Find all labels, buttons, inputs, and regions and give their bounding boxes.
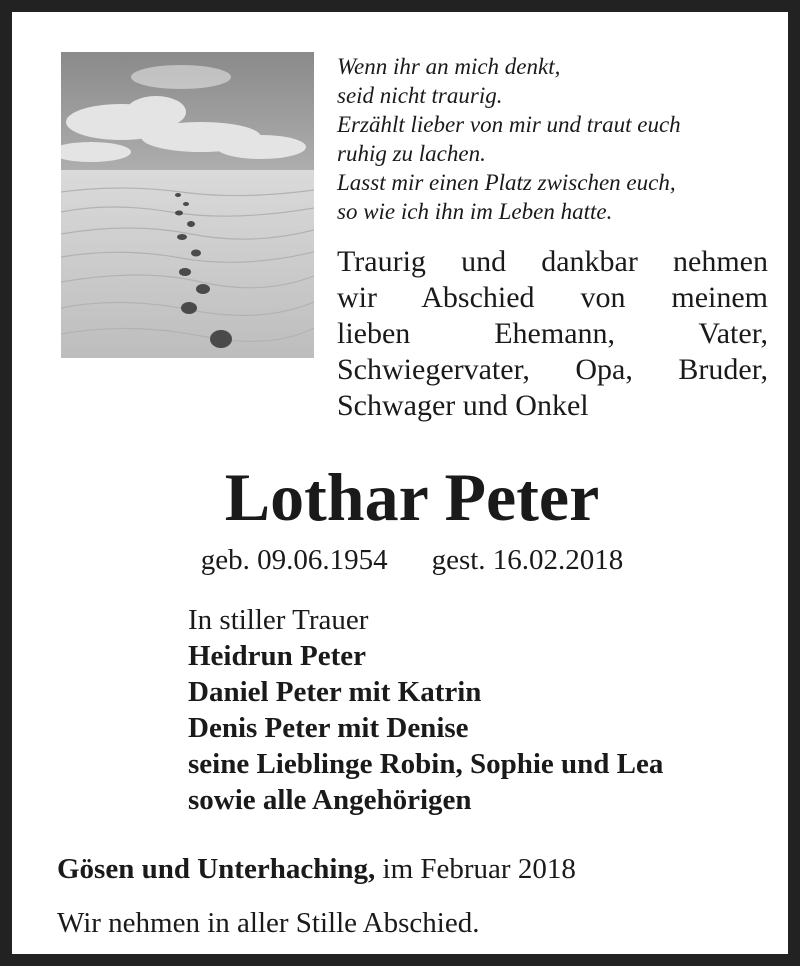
farewell-intro <box>337 244 768 424</box>
poem <box>337 52 777 226</box>
intro-line: wir Abschied von meinem <box>337 281 768 314</box>
mourner-name: seine Lieblinge Robin, Sophie und Lea <box>188 748 664 780</box>
mourner-name: Denis Peter mit Denise <box>188 712 469 744</box>
mourners-block <box>188 602 663 818</box>
poem-line: seid nicht traurig. <box>337 83 503 108</box>
desert-footprints-photo <box>61 52 314 358</box>
place-and-date <box>57 851 576 887</box>
intro-line: lieben Ehemann, Vater, <box>337 317 768 350</box>
intro-line: Schwiegervater, Opa, Bruder, <box>337 353 768 386</box>
mourner-name: Heidrun Peter <box>188 640 366 672</box>
life-dates <box>12 542 800 578</box>
mourners-heading: In stiller Trauer <box>188 604 369 636</box>
notice-date: im Februar 2018 <box>375 853 576 885</box>
mourner-name: Daniel Peter mit Katrin <box>188 676 482 708</box>
mourner-name: sowie alle Angehörigen <box>188 784 472 816</box>
closing-line: Wir nehmen in aller Stille Abschied. <box>57 907 480 939</box>
intro-line: Traurig und dankbar nehmen <box>337 245 768 278</box>
poem-line: so wie ich ihn im Leben hatte. <box>337 199 613 224</box>
birth-date: geb. 09.06.1954 <box>200 544 388 576</box>
place-names: Gösen und Unterhaching, <box>57 853 376 885</box>
intro-line: Schwager und Onkel <box>337 389 589 422</box>
photo-image <box>61 52 314 358</box>
poem-line: Wenn ihr an mich denkt, <box>337 54 561 79</box>
death-date: gest. 16.02.2018 <box>431 544 624 576</box>
poem-line: Erzählt lieber von mir und traut euch <box>337 112 681 137</box>
deceased-name: Lothar Peter <box>224 459 600 535</box>
poem-line: Lasst mir einen Platz zwischen euch, <box>337 170 676 195</box>
poem-line: ruhig zu lachen. <box>337 141 486 166</box>
